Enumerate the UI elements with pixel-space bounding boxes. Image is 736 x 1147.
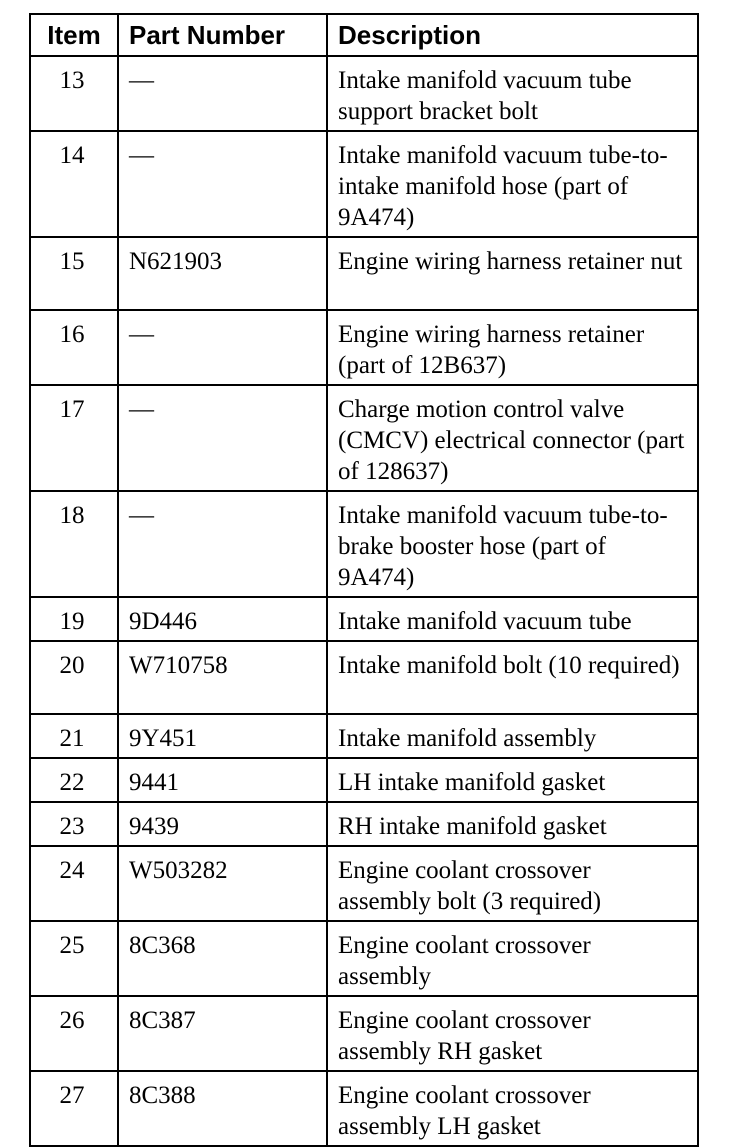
description-cell: Engine wiring harness retainer (part of 12B637): [327, 310, 698, 385]
part-number-cell: 9Y451: [118, 714, 327, 758]
part-number-cell: 8C388: [118, 1071, 327, 1146]
table-row: [30, 597, 698, 641]
table-row: [30, 996, 698, 1071]
item-cell: 24: [30, 846, 118, 921]
table-row: [30, 921, 698, 996]
item-cell: 27: [30, 1071, 118, 1146]
part-number-cell: —: [118, 56, 327, 131]
table-row: [30, 131, 698, 237]
item-cell: 23: [30, 802, 118, 846]
table-row: [30, 56, 698, 131]
item-cell: 21: [30, 714, 118, 758]
description-cell: Engine wiring harness retainer nut: [327, 237, 698, 310]
item-cell: 15: [30, 237, 118, 310]
item-cell: 19: [30, 597, 118, 641]
item-cell: 14: [30, 131, 118, 237]
item-cell: 16: [30, 310, 118, 385]
item-cell: 17: [30, 385, 118, 491]
part-number-cell: 9D446: [118, 597, 327, 641]
table-row: [30, 491, 698, 597]
table-row: [30, 237, 698, 310]
item-cell: 26: [30, 996, 118, 1071]
item-cell: 20: [30, 641, 118, 714]
part-number-cell: N621903: [118, 237, 327, 310]
description-cell: Intake manifold assembly: [327, 714, 698, 758]
table-row: [30, 758, 698, 802]
part-number-cell: —: [118, 131, 327, 237]
table-row: [30, 714, 698, 758]
table-row: [30, 1071, 698, 1146]
table-row: [30, 641, 698, 714]
part-number-cell: —: [118, 385, 327, 491]
description-cell: Engine coolant crossover assembly: [327, 921, 698, 996]
header-row: [30, 14, 698, 56]
description-cell: Engine coolant crossover assembly RH gasket: [327, 996, 698, 1071]
description-cell: Intake manifold vacuum tube support bracket bolt: [327, 56, 698, 131]
part-number-cell: 8C387: [118, 996, 327, 1071]
description-cell: LH intake manifold gasket: [327, 758, 698, 802]
description-cell: Intake manifold vacuum tube: [327, 597, 698, 641]
header-part-number: Part Number: [118, 14, 327, 56]
description-cell: Intake manifold bolt (10 required): [327, 641, 698, 714]
parts-table: [29, 13, 699, 1147]
part-number-cell: 9439: [118, 802, 327, 846]
part-number-cell: W710758: [118, 641, 327, 714]
item-cell: 22: [30, 758, 118, 802]
item-cell: 25: [30, 921, 118, 996]
description-cell: RH intake manifold gasket: [327, 802, 698, 846]
table-row: [30, 310, 698, 385]
description-cell: Intake manifold vacuum tube-to-brake booster hose (part of 9A474): [327, 491, 698, 597]
table-row: [30, 385, 698, 491]
part-number-cell: 8C368: [118, 921, 327, 996]
part-number-cell: —: [118, 310, 327, 385]
header-description: Description: [327, 14, 698, 56]
description-cell: Engine coolant crossover assembly LH gasket: [327, 1071, 698, 1146]
description-cell: Charge motion control valve (CMCV) electrical connector (part of 128637): [327, 385, 698, 491]
item-cell: 18: [30, 491, 118, 597]
item-cell: 13: [30, 56, 118, 131]
header-item: Item: [30, 14, 118, 56]
description-cell: Engine coolant crossover assembly bolt (3 required): [327, 846, 698, 921]
table-row: [30, 802, 698, 846]
part-number-cell: —: [118, 491, 327, 597]
description-cell: Intake manifold vacuum tube-to-intake manifold hose (part of 9A474): [327, 131, 698, 237]
table-row: [30, 846, 698, 921]
part-number-cell: W503282: [118, 846, 327, 921]
part-number-cell: 9441: [118, 758, 327, 802]
